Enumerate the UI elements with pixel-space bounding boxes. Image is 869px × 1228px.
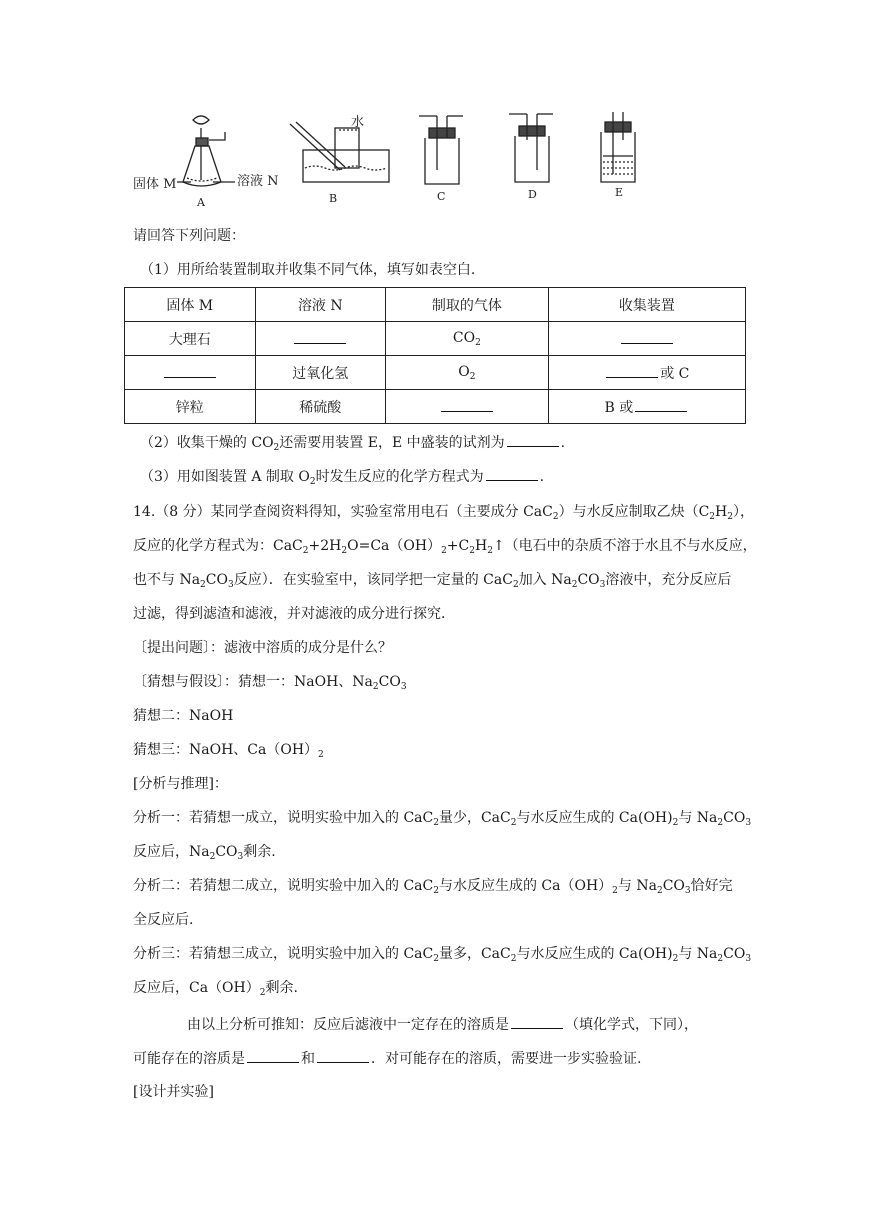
table-row bbox=[125, 390, 746, 424]
table-header-row bbox=[125, 288, 746, 322]
table-row bbox=[125, 356, 746, 390]
question-prompt: 〔提出问题〕：滤液中溶质的成分是什么？ bbox=[133, 640, 392, 656]
label-b: B bbox=[329, 192, 338, 205]
analysis-2-line-1: 分析二：若猜想二成立，说明实验中加入的 CaC$_2$与水反应生成的 $Ca(OH)_2$与 $Na_2CO_3$恰好完 bbox=[133, 878, 733, 896]
hypothesis-1: 〔猜想与假设〕：猜想一：NaOH、$Na_2CO_3$ bbox=[133, 674, 407, 692]
label-d: D bbox=[528, 188, 537, 201]
intro-text: 请回答下列问题： bbox=[133, 228, 245, 244]
gas-table bbox=[124, 287, 746, 424]
question-2: （2）收集干燥的 $CO_2$还需要用装置 E，E 中盛装的试剂为 . bbox=[140, 432, 565, 458]
table-cell: 锌粒 bbox=[125, 390, 256, 424]
table-cell bbox=[386, 356, 549, 390]
answer-blank[interactable] bbox=[441, 397, 493, 412]
problem-14-line-2: 反应的化学方程式为：$CaC_2+2H_2O=Ca(OH)_2+C_2H_2↑$（电石中的杂质不溶于水且不与水反应， bbox=[133, 538, 757, 556]
table-cell: 稀硫酸 bbox=[255, 390, 386, 424]
formula-sub: 2 bbox=[469, 371, 476, 382]
apparatus-figure bbox=[125, 110, 685, 210]
analysis-3-line-1: 分析三：若猜想三成立，说明实验中加入的 CaC$_2$量多，CaC$_2$与水反应生成的 $Ca(OH)_2$与 $Na_2CO_3$ bbox=[133, 946, 752, 964]
apparatus-d bbox=[509, 114, 553, 182]
problem-14-line-3: 也不与 $Na_2CO_3$反应）．在实验室中，该同学把一定量的 CaC$_2$加入 $Na_2CO_3$溶液中，充分反应后 bbox=[133, 572, 732, 590]
table-cell bbox=[548, 322, 745, 356]
inference-line-1: 由以上分析可推知：反应后滤液中一定存在的溶质是 （填化学式，下同）， bbox=[187, 1014, 698, 1035]
label-solution-n: 溶液 N bbox=[237, 174, 279, 189]
table-cell bbox=[548, 390, 745, 424]
analysis-title: [分析与推理]： bbox=[133, 776, 228, 792]
table-cell bbox=[386, 390, 549, 424]
analysis-1-line-2: 反应后，$Na_2CO_3$剩余. bbox=[133, 844, 276, 862]
problem-14-line-4: 过滤，得到滤渣和滤液，并对滤液的成分进行探究． bbox=[133, 606, 455, 622]
analysis-2-line-2: 全反应后. bbox=[133, 912, 194, 928]
table-cell bbox=[548, 356, 745, 390]
apparatus-e bbox=[601, 112, 635, 182]
cell-prefix: B 或 bbox=[604, 399, 634, 416]
table-row bbox=[125, 322, 746, 356]
answer-blank[interactable] bbox=[511, 1014, 563, 1029]
answer-blank[interactable] bbox=[606, 363, 658, 378]
analysis-3-line-2: 反应后，$Ca(OH)_2$剩余. bbox=[133, 980, 298, 998]
question-1: （1）用所给装置制取并收集不同气体，填写如表空白. bbox=[140, 262, 476, 278]
apparatus-c bbox=[419, 116, 463, 184]
table-header: 固体 M bbox=[125, 288, 256, 322]
hypothesis-2: 猜想二：NaOH bbox=[133, 708, 234, 724]
label-water: 水 bbox=[351, 115, 365, 130]
answer-blank[interactable] bbox=[317, 1048, 369, 1063]
cell-suffix: 或 C bbox=[660, 365, 690, 382]
answer-blank[interactable] bbox=[247, 1048, 299, 1063]
label-solid-m: 固体 M bbox=[133, 177, 177, 192]
answer-blank[interactable] bbox=[507, 432, 559, 447]
formula-sub: 2 bbox=[475, 337, 481, 348]
design-title: [设计并实验] bbox=[133, 1084, 214, 1100]
table-header: 制取的气体 bbox=[386, 288, 549, 322]
table-cell bbox=[125, 356, 256, 390]
answer-blank[interactable] bbox=[486, 466, 538, 481]
answer-blank[interactable] bbox=[635, 397, 687, 412]
formula-main: O bbox=[458, 363, 470, 380]
apparatus-b bbox=[290, 122, 389, 182]
apparatus-diagram bbox=[125, 110, 685, 210]
formula-main: CO bbox=[452, 329, 476, 346]
inference-line-2: 可能存在的溶质是 和 ．对可能存在的溶质，需要进一步实验验证. bbox=[133, 1048, 641, 1069]
table-cell bbox=[386, 322, 549, 356]
hypothesis-3: 猜想三：NaOH、$Ca(OH)_2$ bbox=[133, 742, 324, 760]
answer-blank[interactable] bbox=[164, 363, 216, 378]
analysis-1-line-1: 分析一：若猜想一成立，说明实验中加入的 CaC$_2$量少，CaC$_2$与水反应生成的 $Ca(OH)_2$与 $Na_2CO_3$ bbox=[133, 810, 752, 828]
apparatus-a bbox=[177, 116, 235, 186]
table-cell: 过氧化氢 bbox=[255, 356, 386, 390]
label-e: E bbox=[615, 186, 624, 199]
table-header: 溶液 N bbox=[255, 288, 386, 322]
label-a: A bbox=[197, 196, 205, 209]
table-cell bbox=[255, 322, 386, 356]
problem-14-line-1: 14.（8 分）某同学查阅资料得知，实验室常用电石（主要成分 CaC$_2$）与水反应制取乙炔$(C_2H_2)$， bbox=[133, 504, 754, 522]
answer-blank[interactable] bbox=[621, 329, 673, 344]
table-header: 收集装置 bbox=[548, 288, 745, 322]
question-3: （3）用如图装置 A 制取 $O_2$时发生反应的化学方程式为 . bbox=[140, 466, 544, 492]
table-cell: 大理石 bbox=[125, 322, 256, 356]
answer-blank[interactable] bbox=[294, 329, 346, 344]
label-c: C bbox=[437, 190, 446, 203]
